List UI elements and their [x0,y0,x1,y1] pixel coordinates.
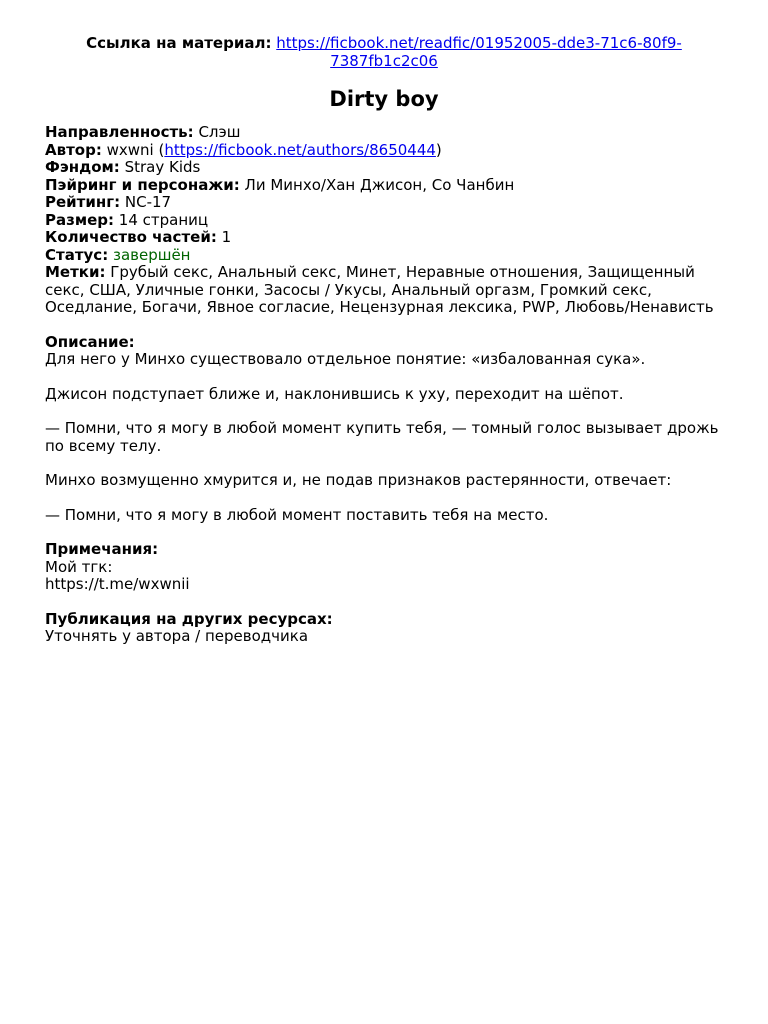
rating-value: NC-17 [124,193,172,211]
pairing-label: Пэйринг и персонажи: [45,175,240,194]
fandom-value: Stray Kids [124,158,201,176]
status-row [45,247,723,265]
publication-text: Уточнять у автора / переводчика [45,627,309,645]
tags-label: Метки: [45,263,106,281]
pairing-row [45,177,723,195]
author-name: wxwni [106,140,154,159]
description-paragraph: — Помни, что я могу в любой момент поставить тебя на место. [45,505,549,524]
pairing-value: Ли Минхо/Хан Джисон, Со Чанбин [244,175,515,194]
work-title: Dirty boy [329,87,439,111]
source-line [45,34,723,70]
direction-value: Слэш [198,123,241,141]
size-label: Размер: [45,210,115,229]
description-paragraph: Минхо возмущенно хмурится и, не подав признаков растерянности, отвечает: [45,471,672,489]
notes-heading: Примечания: [45,540,159,558]
status-label: Статус: [45,245,109,264]
description-paragraph: Джисон подступает ближе и, наклонившись к уху, переходит на шёпот. [45,384,624,403]
rating-label: Рейтинг: [45,193,121,211]
publication-heading: Публикация на других ресурсах: [45,609,333,628]
description-heading: Описание: [45,332,135,351]
direction-label: Направленность: [45,123,194,141]
direction-row [45,124,723,142]
status-value: завершён [112,245,191,264]
notes-telegram-url: https://t.me/wxwnii [45,575,190,593]
source-link[interactable]: https://ficbook.net/readfic/01952005-dde3-71c6-80f9-7387fb1c2c06 [276,34,682,70]
metadata-block [45,124,723,317]
tags-row [45,264,723,317]
fandom-row [45,159,723,177]
size-row [45,212,723,230]
parts-row [45,229,723,247]
author-link[interactable]: https://ficbook.net/authors/8650444 [164,140,436,159]
author-label: Автор: [45,140,102,159]
description-paragraph: Для него у Минхо существовало отдельное понятие: «избалованная сука». [45,350,646,368]
author-row: Автор: wxwni (https://ficbook.net/authors/8650444) [45,140,442,159]
notes-line: Мой тгк: [45,557,113,576]
rating-row [45,194,723,212]
source-label: Ссылка на материал: [86,34,272,52]
tags-value: Грубый секс, Анальный секс, Минет, Неравные отношения, Защищенный секс, США, Уличные гонки, Засосы / Укусы, Анальный оргазм, Громкий секс, Оседлание, Богачи, Явное согласие, Нецензурная лексика, PWP, Любовь/Ненависть [45,263,714,316]
size-value: 14 страниц [118,210,209,229]
parts-label: Количество частей: [45,228,217,246]
fandom-label: Фэндом: [45,158,120,176]
parts-value: 1 [221,228,232,246]
description-paragraph: — Помни, что я могу в любой момент купить тебя, — томный голос вызывает дрожь по всему телу. [45,419,719,455]
